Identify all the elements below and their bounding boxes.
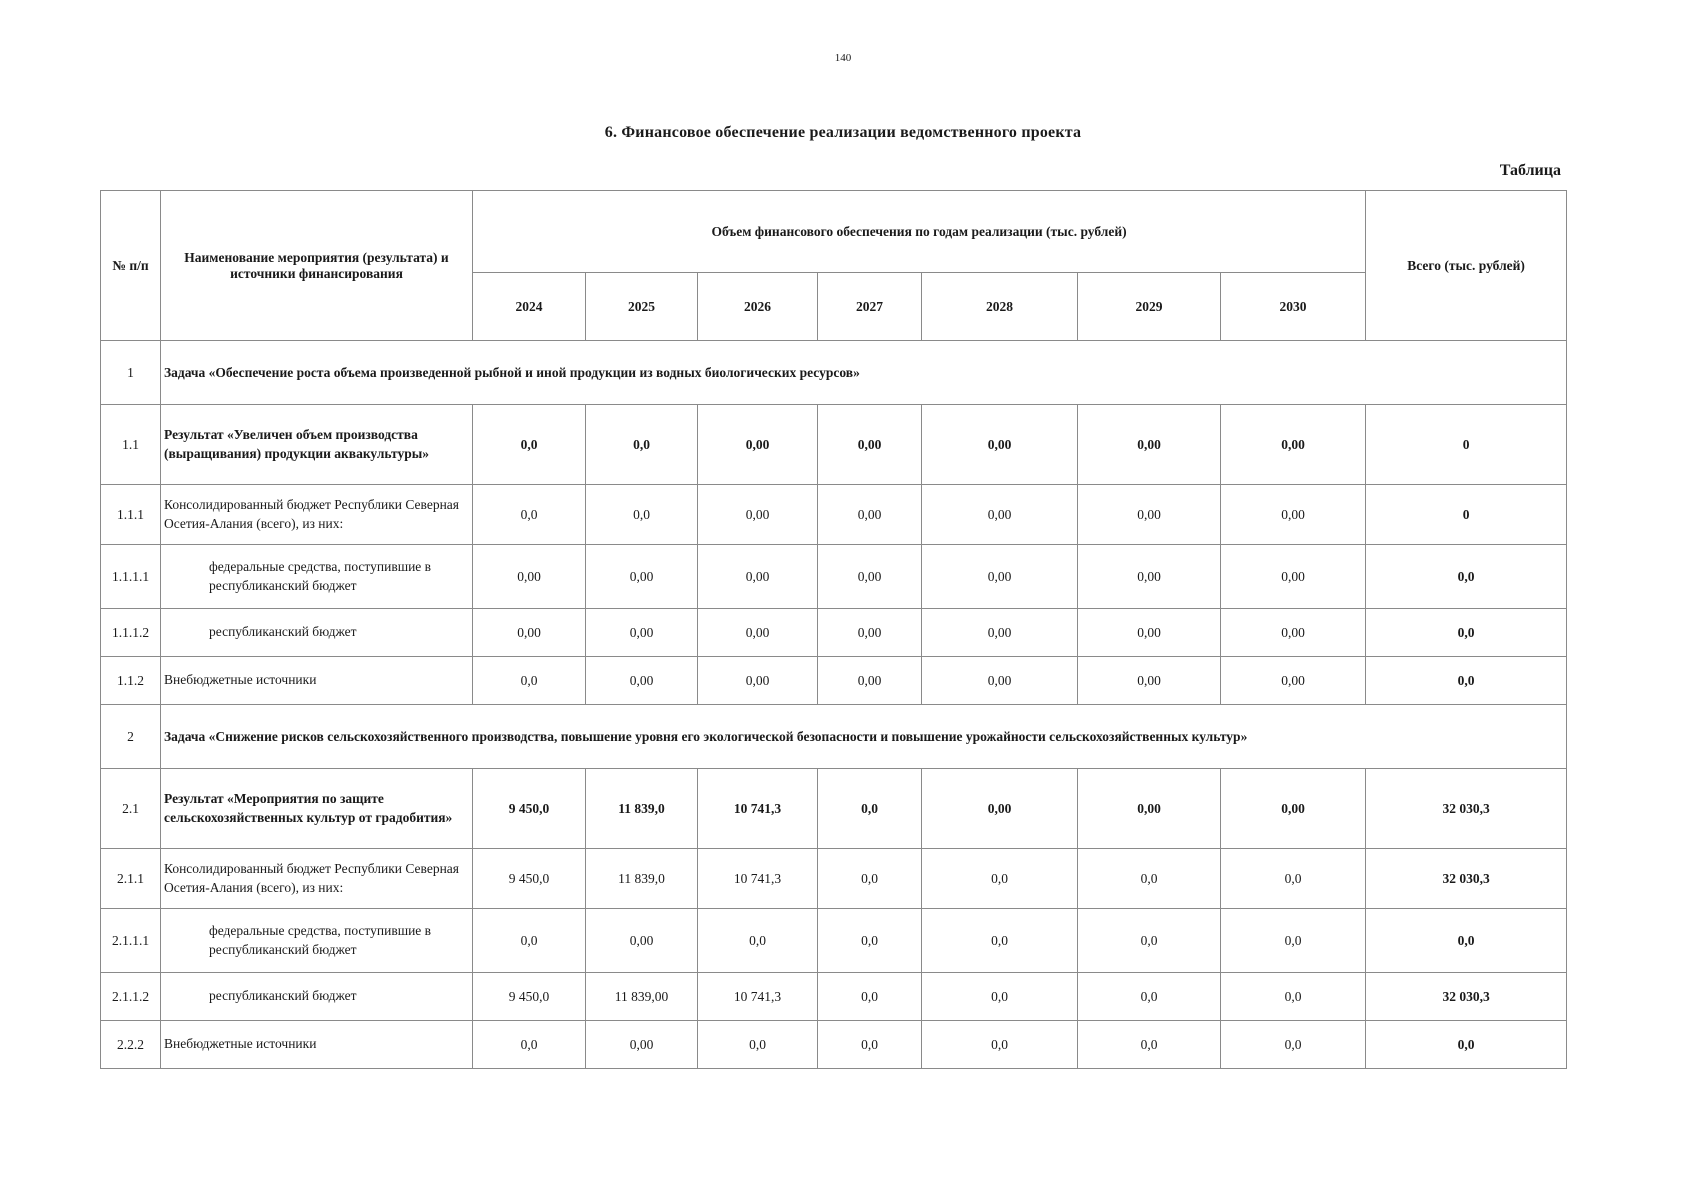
year-value-cell: 0,0 — [818, 849, 922, 909]
year-value-cell: 0,0 — [1078, 849, 1221, 909]
source-name: республиканский бюджет — [161, 973, 473, 1021]
year-value-cell: 0,0 — [922, 909, 1078, 973]
header-num: № п/п — [101, 191, 161, 341]
year-value-cell: 10 741,3 — [698, 973, 818, 1021]
document-title: 6. Финансовое обеспечение реализации ведомственного проекта — [604, 124, 1082, 141]
table-row — [101, 849, 1567, 909]
row-number: 1.1 — [101, 405, 161, 485]
year-value-cell: 0,00 — [922, 769, 1078, 849]
year-value-cell: 0,0 — [586, 405, 698, 485]
row-number: 1 — [101, 341, 161, 405]
year-value-cell: 0,0 — [1221, 849, 1366, 909]
year-value-cell: 0,00 — [1078, 545, 1221, 609]
year-value-cell: 0,00 — [922, 485, 1078, 545]
year-value-cell: 0,0 — [1221, 973, 1366, 1021]
total-cell: 0,0 — [1366, 1021, 1567, 1069]
year-value-cell: 0,00 — [586, 609, 698, 657]
row-number: 1.1.1 — [101, 485, 161, 545]
header-year: 2024 — [473, 273, 586, 341]
year-value-cell: 0,00 — [586, 1021, 698, 1069]
year-value-cell: 0,00 — [1078, 657, 1221, 705]
header-year: 2029 — [1078, 273, 1221, 341]
row-number: 1.1.1.2 — [101, 609, 161, 657]
source-name: Консолидированный бюджет Республики Северная Осетия-Алания (всего), из них: — [161, 849, 473, 909]
table-row — [101, 973, 1567, 1021]
source-name: Внебюджетные источники — [161, 1021, 473, 1069]
year-value-cell: 0,0 — [473, 657, 586, 705]
year-value-cell: 11 839,00 — [586, 973, 698, 1021]
year-value-cell: 0,00 — [1221, 657, 1366, 705]
year-value-cell: 11 839,0 — [586, 849, 698, 909]
total-cell: 0 — [1366, 485, 1567, 545]
total-cell: 32 030,3 — [1366, 849, 1567, 909]
year-value-cell: 0,0 — [818, 1021, 922, 1069]
table-row — [101, 545, 1567, 609]
year-value-cell: 0,0 — [1221, 909, 1366, 973]
year-value-cell: 0,00 — [922, 609, 1078, 657]
year-value-cell: 0,00 — [922, 657, 1078, 705]
source-name: федеральные средства, поступившие в республиканский бюджет — [161, 909, 473, 973]
table-body — [101, 341, 1567, 1069]
source-name: республиканский бюджет — [161, 609, 473, 657]
year-value-cell: 0,00 — [698, 485, 818, 545]
year-value-cell: 0,00 — [586, 909, 698, 973]
row-number: 2.1.1.1 — [101, 909, 161, 973]
year-value-cell: 0,0 — [922, 1021, 1078, 1069]
year-value-cell: 9 450,0 — [473, 849, 586, 909]
year-value-cell: 0,00 — [586, 545, 698, 609]
year-value-cell: 0,00 — [698, 657, 818, 705]
table-row — [101, 769, 1567, 849]
year-value-cell: 0,0 — [818, 769, 922, 849]
total-cell: 0,0 — [1366, 609, 1567, 657]
year-value-cell: 0,0 — [1078, 973, 1221, 1021]
year-value-cell: 0,0 — [586, 485, 698, 545]
total-cell: 0,0 — [1366, 545, 1567, 609]
year-value-cell: 0,0 — [818, 909, 922, 973]
year-value-cell: 0,0 — [922, 849, 1078, 909]
year-value-cell: 0,0 — [818, 973, 922, 1021]
year-value-cell: 0,00 — [1221, 485, 1366, 545]
total-cell: 0,0 — [1366, 909, 1567, 973]
source-name: федеральные средства, поступившие в республиканский бюджет — [161, 545, 473, 609]
year-value-cell: 0,00 — [473, 545, 586, 609]
task-name: Задача «Снижение рисков сельскохозяйственного производства, повышение уровня его экологической безопасности и повышение урожайности сельскохозяйственных культур» — [161, 705, 1567, 769]
table-row — [101, 485, 1567, 545]
year-value-cell: 0,00 — [818, 405, 922, 485]
financing-table — [100, 190, 1567, 1069]
year-value-cell: 0,00 — [586, 657, 698, 705]
table-row — [101, 909, 1567, 973]
result-name: Результат «Мероприятия по защите сельскохозяйственных культур от градобития» — [161, 769, 473, 849]
year-value-cell: 0,00 — [922, 405, 1078, 485]
year-value-cell: 0,0 — [698, 1021, 818, 1069]
year-value-cell: 0,0 — [473, 485, 586, 545]
table-row — [101, 341, 1567, 405]
row-number: 2.2.2 — [101, 1021, 161, 1069]
year-value-cell: 0,0 — [1078, 1021, 1221, 1069]
year-value-cell: 0,00 — [1221, 609, 1366, 657]
year-value-cell: 0,0 — [473, 909, 586, 973]
header-year: 2028 — [922, 273, 1078, 341]
table-row — [101, 405, 1567, 485]
total-cell: 32 030,3 — [1366, 769, 1567, 849]
year-value-cell: 0,00 — [818, 657, 922, 705]
table-row — [101, 705, 1567, 769]
table-row — [101, 609, 1567, 657]
year-value-cell: 11 839,0 — [586, 769, 698, 849]
year-value-cell: 0,00 — [1078, 609, 1221, 657]
header-year: 2025 — [586, 273, 698, 341]
year-value-cell: 0,00 — [1078, 485, 1221, 545]
result-name: Результат «Увеличен объем производства (выращивания) продукции аквакультуры» — [161, 405, 473, 485]
year-value-cell: 0,00 — [698, 609, 818, 657]
year-value-cell: 0,00 — [473, 609, 586, 657]
year-value-cell: 9 450,0 — [473, 973, 586, 1021]
header-year: 2026 — [698, 273, 818, 341]
year-value-cell: 0,0 — [698, 909, 818, 973]
year-value-cell: 0,00 — [1078, 405, 1221, 485]
header-year: 2030 — [1221, 273, 1366, 341]
header-total: Всего (тыс. рублей) — [1366, 191, 1567, 341]
table-caption: Таблица — [1499, 162, 1561, 179]
year-value-cell: 0,00 — [818, 609, 922, 657]
year-value-cell: 0,0 — [1078, 909, 1221, 973]
year-value-cell: 0,0 — [922, 973, 1078, 1021]
year-value-cell: 0,0 — [473, 405, 586, 485]
source-name: Консолидированный бюджет Республики Северная Осетия-Алания (всего), из них: — [161, 485, 473, 545]
year-value-cell: 10 741,3 — [698, 769, 818, 849]
header-volume: Объем финансового обеспечения по годам реализации (тыс. рублей) — [473, 191, 1366, 273]
year-value-cell: 0,00 — [698, 545, 818, 609]
row-number: 2 — [101, 705, 161, 769]
year-value-cell: 0,00 — [818, 485, 922, 545]
total-cell: 0 — [1366, 405, 1567, 485]
year-value-cell: 9 450,0 — [473, 769, 586, 849]
year-value-cell: 0,00 — [1221, 545, 1366, 609]
year-value-cell: 0,00 — [1221, 769, 1366, 849]
header-year: 2027 — [818, 273, 922, 341]
source-name: Внебюджетные источники — [161, 657, 473, 705]
year-value-cell: 0,0 — [1221, 1021, 1366, 1069]
year-value-cell: 0,0 — [473, 1021, 586, 1069]
header-name: Наименование мероприятия (результата) и источники финансирования — [161, 191, 473, 341]
total-cell: 0,0 — [1366, 657, 1567, 705]
year-value-cell: 0,00 — [1221, 405, 1366, 485]
row-number: 1.1.2 — [101, 657, 161, 705]
row-number: 2.1 — [101, 769, 161, 849]
table-row — [101, 657, 1567, 705]
year-value-cell: 0,00 — [1078, 769, 1221, 849]
row-number: 2.1.1.2 — [101, 973, 161, 1021]
table-row — [101, 1021, 1567, 1069]
year-value-cell: 10 741,3 — [698, 849, 818, 909]
row-number: 1.1.1.1 — [101, 545, 161, 609]
page-number: 140 — [834, 52, 852, 64]
year-value-cell: 0,00 — [922, 545, 1078, 609]
year-value-cell: 0,00 — [698, 405, 818, 485]
total-cell: 32 030,3 — [1366, 973, 1567, 1021]
task-name: Задача «Обеспечение роста объема произведенной рыбной и иной продукции из водных биологических ресурсов» — [161, 341, 1567, 405]
row-number: 2.1.1 — [101, 849, 161, 909]
year-value-cell: 0,00 — [818, 545, 922, 609]
